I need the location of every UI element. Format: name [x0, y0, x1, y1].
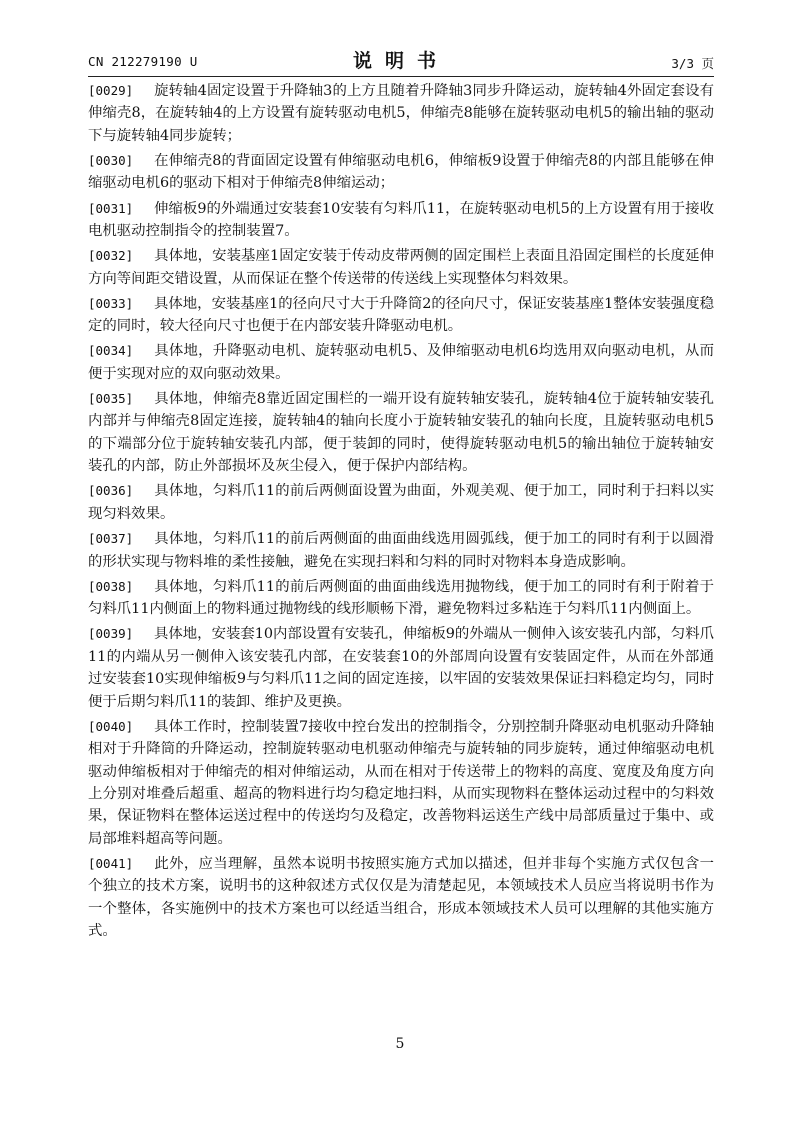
page-header — [88, 44, 714, 74]
paragraph-number: [0039] — [88, 626, 134, 642]
description-body — [88, 80, 714, 945]
paragraph-text: 伸缩板9的外端通过安装套10安装有匀料爪11，在旋转驱动电机5的上方设置有用于接收电机驱动控制指令的控制装置7。 — [88, 200, 714, 240]
paragraph-text: 具体地，匀料爪11的前后两侧面的曲面曲线选用圆弧线，便于加工的同时有利于以圆滑的形状实现与物料堆的柔性接触，避免在实现扫料和匀料的同时对物料本身造成影响。 — [88, 531, 714, 570]
paragraph-text: 在伸缩壳8的背面固定设置有伸缩驱动电机6，伸缩板9设置于伸缩壳8的内部且能够在伸缩驱动电机6的驱动下相对于伸缩壳8伸缩运动； — [88, 153, 714, 192]
paragraph-number: [0035] — [88, 391, 134, 407]
paragraph-text: 旋转轴4固定设置于升降轴3的上方且随着升降轴3同步升降运动，旋转轴4外固定套设有伸缩壳8，在旋转轴4的上方设置有旋转驱动电机5，伸缩壳8能够在旋转驱动电机5的输出轴的驱动下与旋转轴4同步旋转； — [88, 83, 714, 144]
paragraph-text: 具体工作时，控制装置7接收中控台发出的控制指令，分别控制升降驱动电机驱动升降轴相对于升降筒的升降运动，控制旋转驱动电机驱动伸缩壳与旋转轴的同步旋转，通过伸缩驱动电机驱动伸缩板相对于伸缩壳的相对伸缩运动，从而在相对于传送带上的物料的高度、宽度及角度方向上分别对堆叠后超重、超高的物料进行均匀稳定地扫料，从而实现物料在整体运动过程中的匀料效果，保证物料在整体运送过程中的传送均匀及稳定，改善物料运送生产线中局部质量过于集中、或局部堆料超高等问题。 — [88, 718, 714, 847]
paragraph-text: 此外，应当理解，虽然本说明书按照实施方式加以描述，但并非每个实施方式仅包含一个独立的技术方案，说明书的这种叙述方式仅仅是为清楚起见，本领域技术人员应当将说明书作为一个整体，各实施例中的技术方案也可以经适当组合，形成本领域技术人员可以理解的其他实施方式。 — [88, 855, 714, 940]
paragraph-0041 — [88, 853, 714, 943]
paragraph-number: [0031] — [88, 200, 134, 216]
paragraph-number: [0033] — [88, 295, 134, 311]
paragraph-number: [0040] — [88, 718, 134, 734]
paragraph-0040 — [88, 716, 714, 850]
paragraph-number: [0041] — [88, 855, 134, 871]
paragraph-0035 — [88, 388, 714, 478]
paragraph-0039 — [88, 623, 714, 713]
paragraph-number: [0030] — [88, 153, 134, 169]
paragraph-0036 — [88, 480, 714, 525]
paragraph-0032 — [88, 245, 714, 290]
page-indicator: 3/3 页 — [671, 56, 714, 71]
publication-number: CN 212279190 U — [88, 54, 198, 69]
paragraph-0031 — [88, 198, 714, 243]
paragraph-text: 具体地，伸缩壳8靠近固定围栏的一端开设有旋转轴安装孔，旋转轴4位于旋转轴安装孔内部并与伸缩壳8固定连接，旋转轴4的轴向长度小于旋转轴安装孔的轴向长度，且旋转驱动电机5的下端部分位于旋转轴安装孔内部，便于装卸的同时，使得旋转驱动电机5的输出轴位于旋转轴安装孔的内部，防止外部损坏及灰尘侵入，便于保护内部结构。 — [88, 391, 714, 475]
paragraph-text: 具体地，升降驱动电机、旋转驱动电机5、及伸缩驱动电机6均选用双向驱动电机，从而便于实现对应的双向驱动效果。 — [88, 343, 714, 382]
paragraph-number: [0037] — [88, 531, 134, 547]
paragraph-text: 具体地，匀料爪11的前后两侧面设置为曲面，外观美观、便于加工，同时利于扫料以实现匀料效果。 — [88, 483, 714, 522]
paragraph-text: 具体地，安装套10内部设置有安装孔，伸缩板9的外端从一侧伸入该安装孔内部，匀料爪11的内端从另一侧伸入该安装孔内部，在安装套10的外部周向设置有安装固定件，从而在外部通过安装套10实现伸缩板9与匀料爪11之间的固定连接，以牢固的安装效果保证扫料稳定均匀，同时便于后期匀料爪11的装卸、维护及更换。 — [88, 626, 714, 710]
paragraph-0029 — [88, 80, 714, 147]
page-number: 5 — [395, 1036, 405, 1052]
document-title: 说明书 — [352, 50, 449, 72]
paragraph-0034 — [88, 340, 714, 385]
paragraph-text: 具体地，安装基座1固定安装于传动皮带两侧的固定围栏上表面且沿固定围栏的长度延伸方向等间距交错设置，从而保证在整个传送带的传送线上实现整体匀料效果。 — [88, 248, 714, 287]
paragraph-0037 — [88, 528, 714, 573]
paragraph-0030 — [88, 150, 714, 195]
paragraph-text: 具体地，安装基座1的径向尺寸大于升降筒2的径向尺寸，保证安装基座1整体安装强度稳定的同时，较大径向尺寸也便于在内部安装升降驱动电机。 — [88, 295, 714, 335]
paragraph-number: [0034] — [88, 343, 134, 359]
paragraph-0038 — [88, 576, 714, 621]
paragraph-number: [0032] — [88, 248, 134, 264]
paragraph-0033 — [88, 293, 714, 338]
paragraph-text: 具体地，匀料爪11的前后两侧面的曲面曲线选用抛物线，便于加工的同时有利于附着于匀料爪11内侧面上的物料通过抛物线的线形顺畅下滑，避免物料过多粘连于匀料爪11内侧面上。 — [88, 578, 714, 618]
paragraph-number: [0038] — [88, 578, 134, 594]
paragraph-number: [0036] — [88, 483, 134, 499]
paragraph-number: [0029] — [88, 83, 134, 98]
header-divider — [88, 76, 714, 77]
